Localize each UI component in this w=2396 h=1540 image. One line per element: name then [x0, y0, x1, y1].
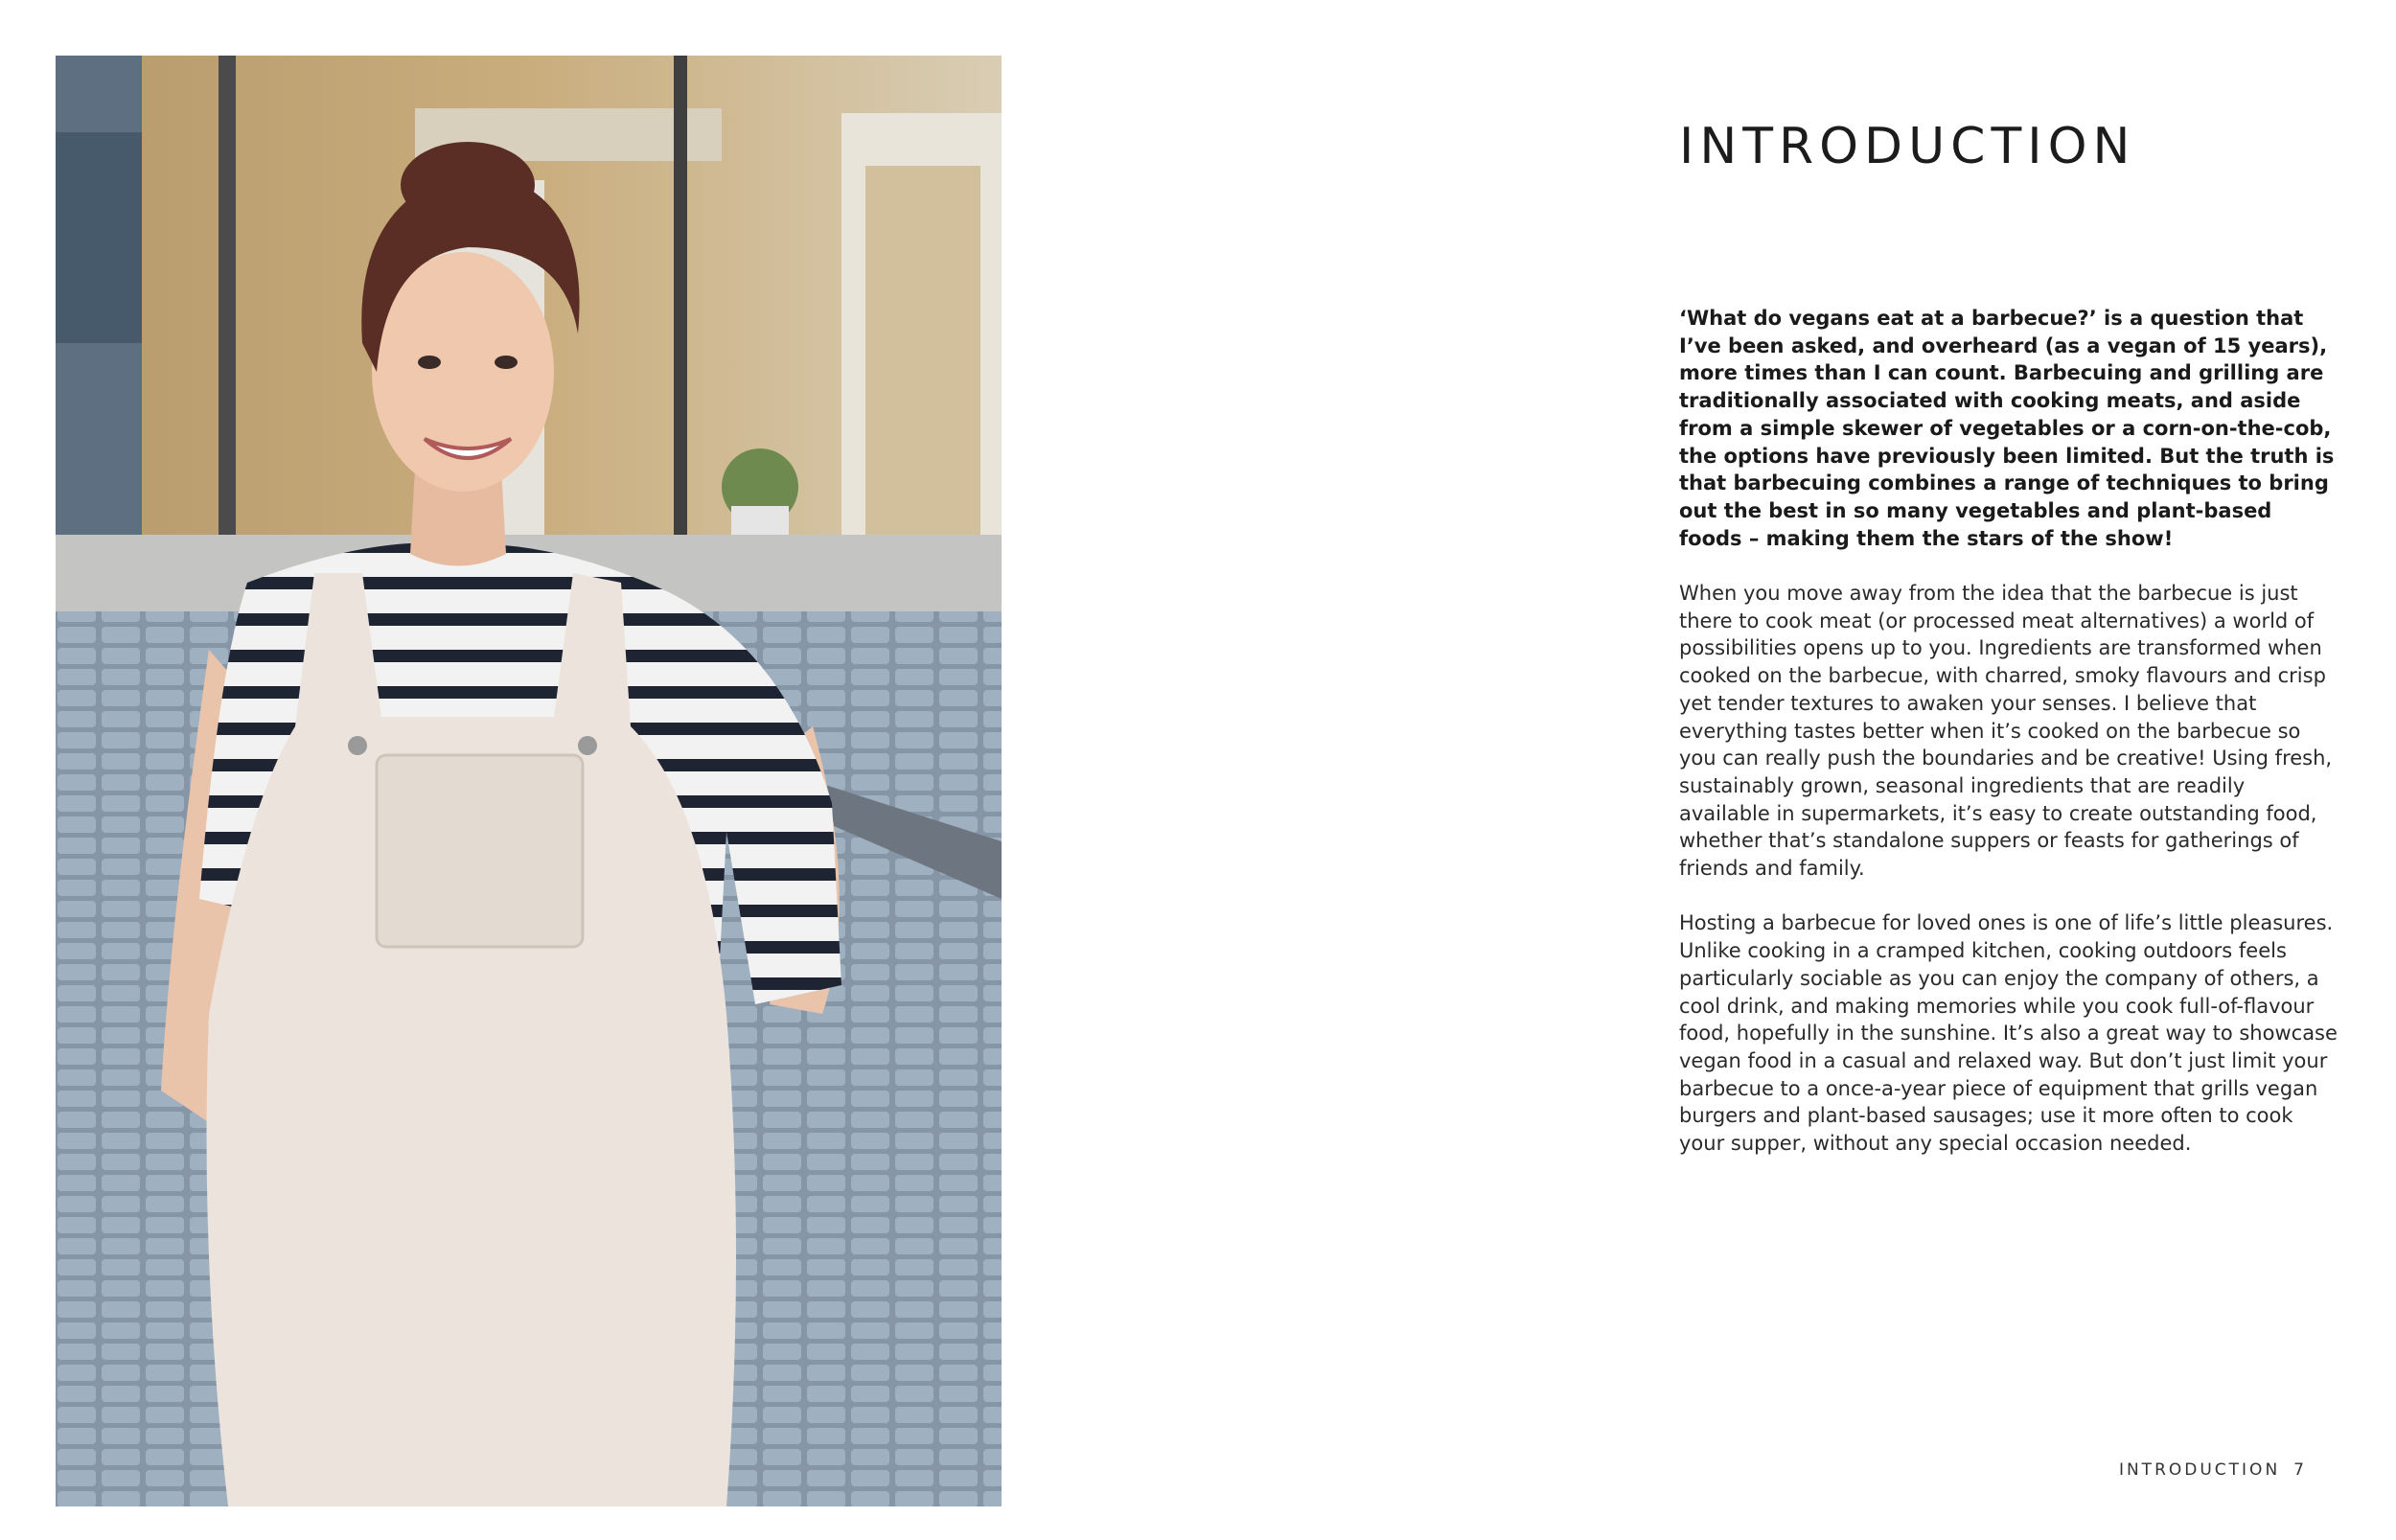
body-text [1679, 305, 2340, 1158]
footer-section-label: INTRODUCTION [2118, 1460, 2281, 1480]
portrait-photo [56, 56, 1002, 1506]
paragraph-3: Hosting a barbecue for loved ones is one of life’s little pleasures. Unlike cooking in a cramped kitchen, cooking outdoors feels particularly sociable as you can enjoy the company of others, a cool drink, and making memories while you cook full-of-flavour food, hopefully in the sunshine. It’s also a great way to showcase vegan food in a casual and relaxed way. But don’t just limit your barbecue to a once-a-year piece of equipment that grills vegan burgers and plant-based sausages; use it more often to cook your supper, without any special occasion needed. [1679, 911, 2338, 1156]
page-number: 7 [2293, 1460, 2304, 1480]
text-column [1679, 113, 2340, 1184]
paragraph-1: ‘What do vegans eat at a barbecue?’ is a question that I’ve been asked, and overheard (as a vegan of 15 years), more times than I can count. Barbecuing and grilling are traditionally associated with cooking meats, and aside from a simple skewer of vegetables or a corn-on-the-cob, the options have previously been limited. But the truth is that barbecuing combines a range of techniques to bring out the best in so many vegetables and plant-based foods – making them the stars of the show! [1679, 307, 2335, 550]
portrait-photo-icon [56, 56, 1002, 1506]
page-title: INTRODUCTION [1679, 118, 2136, 175]
paragraph-2: When you move away from the idea that the barbecue is just there to cook meat (or processed meat alternatives) a world of possibilities opens up to you. Ingredients are transformed when cooked on the barbecue, with charred, smoky flavours and crisp yet tender textures to awaken your senses. I believe that everything tastes better when it’s cooked on the barbecue so you can really push the boundaries and be creative! Using fresh, sustainably grown, seasonal ingredients that are readily available in supermarkets, it’s easy to create outstanding food, whether that’s standalone suppers or feasts for gatherings of friends and family. [1679, 582, 2333, 881]
page-footer [2119, 1460, 2304, 1480]
